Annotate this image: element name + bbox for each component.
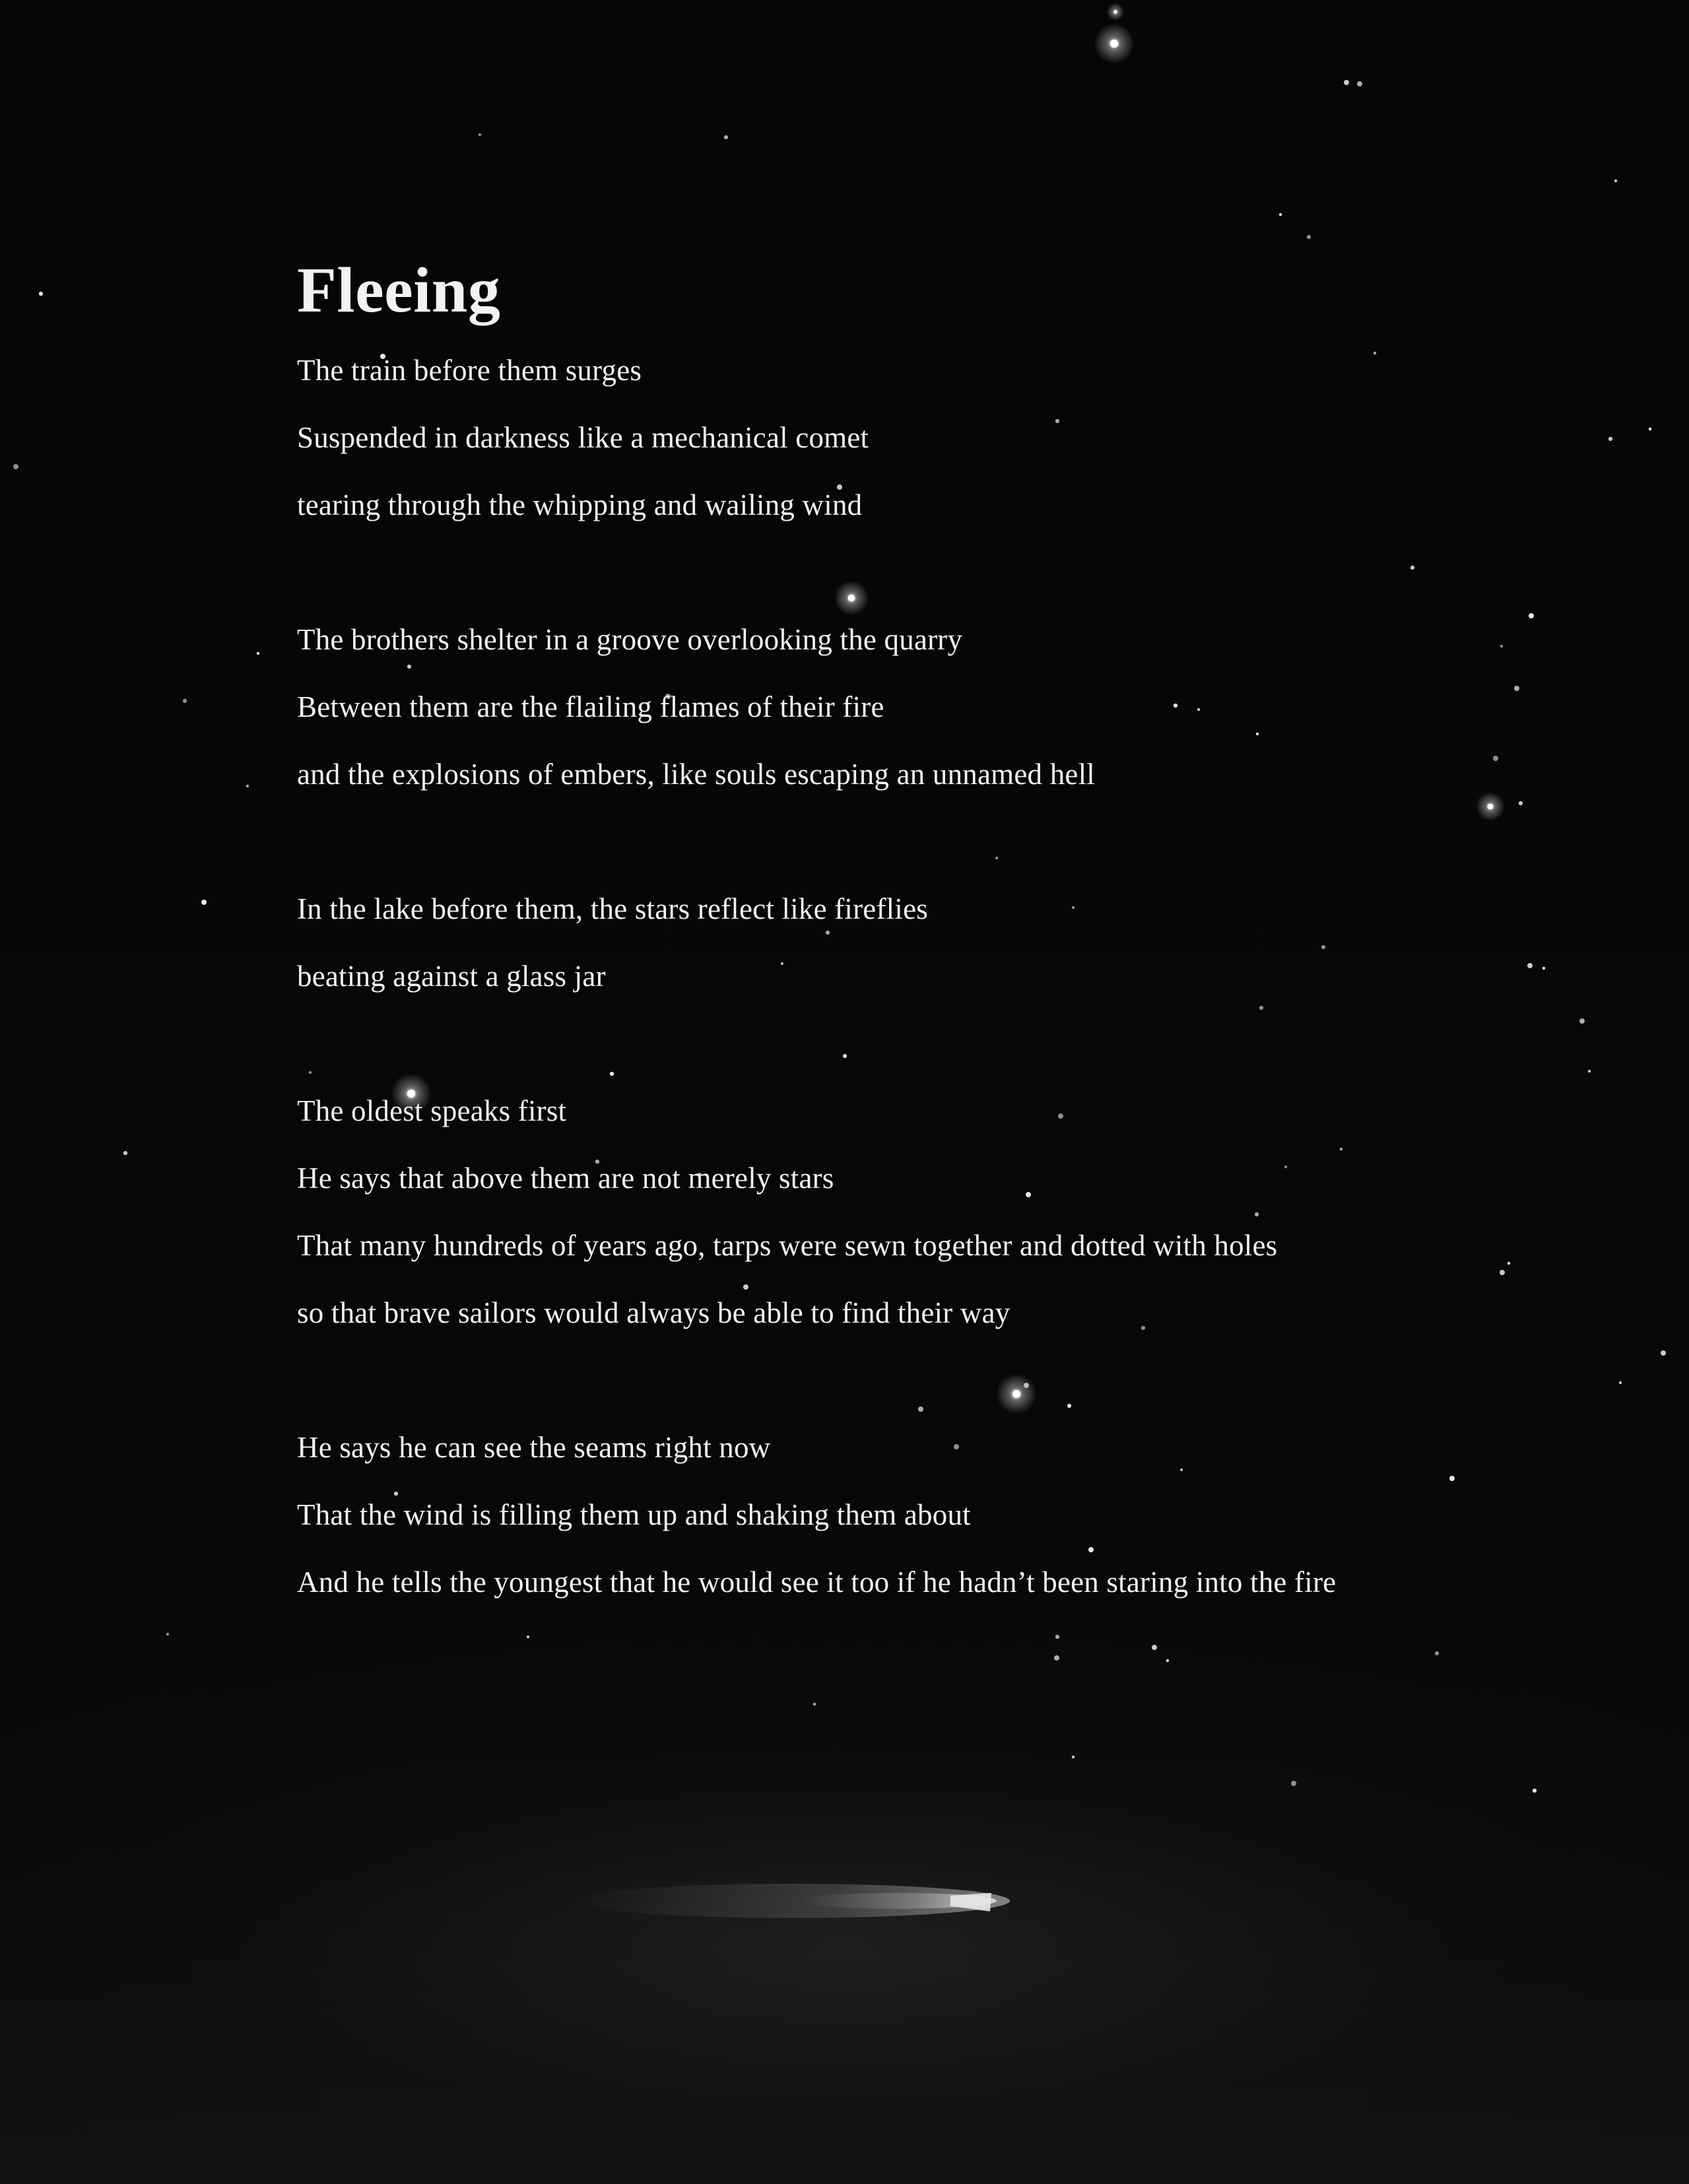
star <box>1307 235 1311 239</box>
star <box>166 1633 169 1636</box>
star <box>1279 213 1282 216</box>
poem-line: The oldest speaks first <box>297 1094 567 1127</box>
poem-line: Between them are the flailing flames of their fire <box>297 690 884 723</box>
star <box>1357 81 1362 86</box>
star <box>1619 1381 1622 1384</box>
poem-line: He says he can see the seams right now <box>297 1431 771 1464</box>
star <box>183 699 187 703</box>
poem-title: Fleeing <box>297 255 501 326</box>
star <box>246 785 249 787</box>
stanza <box>297 875 1617 1010</box>
poem-line: In the lake before them, the stars reflect like fireflies <box>297 892 928 925</box>
star <box>724 135 728 139</box>
bright-star <box>1113 10 1117 13</box>
star <box>257 652 259 655</box>
stanza <box>297 606 1617 808</box>
star <box>13 464 18 469</box>
stanza <box>297 1077 1617 1346</box>
poem-line: The brothers shelter in a groove overlooking the quarry <box>297 623 963 656</box>
star <box>1533 1789 1537 1793</box>
star <box>1614 180 1617 182</box>
poem-line: tearing through the whipping and wailing wind <box>297 488 863 521</box>
poem <box>297 251 1617 1683</box>
poem-line: The train before them surges <box>297 354 642 387</box>
bright-star <box>1110 40 1119 48</box>
poem-line: so that brave sailors would always be able to find their way <box>297 1296 1010 1329</box>
stanza <box>297 337 1617 539</box>
star <box>479 133 481 136</box>
poem-line: He says that above them are not merely stars <box>297 1162 834 1195</box>
poem-line: Suspended in darkness like a mechanical comet <box>297 421 869 454</box>
star <box>1072 1756 1075 1758</box>
comet-trail <box>574 1884 1010 1918</box>
star <box>813 1703 816 1705</box>
poem-line: That the wind is filling them up and shaking them about <box>297 1498 971 1531</box>
poem-line: That many hundreds of years ago, tarps were sewn together and dotted with holes <box>297 1229 1278 1262</box>
poem-line: beating against a glass jar <box>297 960 606 993</box>
star <box>1344 80 1349 85</box>
star <box>1649 428 1651 430</box>
star <box>39 292 43 296</box>
poem-line: And he tells the youngest that he would see it too if he hadn’t been staring into the fire <box>297 1566 1337 1599</box>
star <box>123 1151 127 1155</box>
star <box>201 900 207 905</box>
stanza <box>297 1414 1617 1616</box>
star <box>1291 1781 1296 1786</box>
star <box>1661 1350 1666 1356</box>
poem-line: and the explosions of embers, like souls escaping an unnamed hell <box>297 758 1095 791</box>
